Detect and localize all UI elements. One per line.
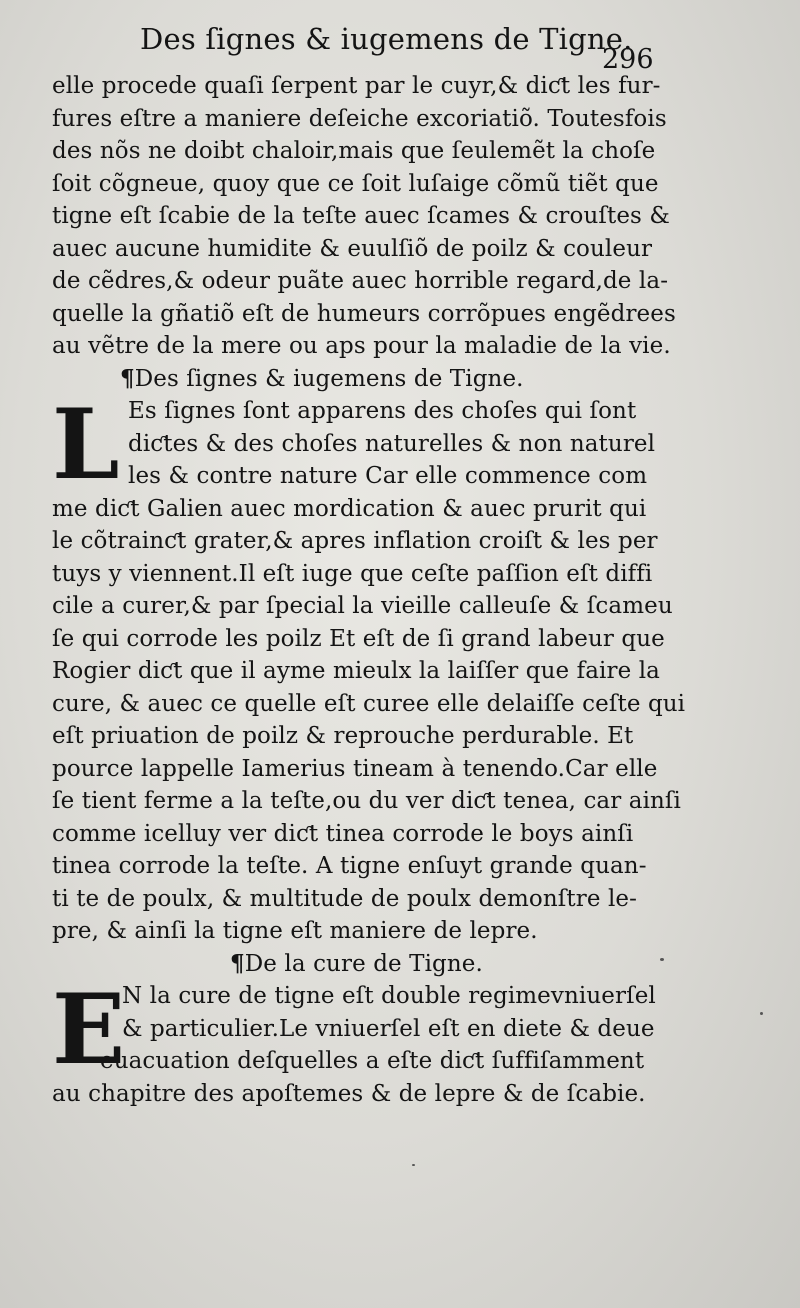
drop-cap-initial: E <box>52 973 126 1086</box>
section-heading-text: De la cure de Tigne. <box>244 950 483 977</box>
running-head: Des ſignes & iugemens de Tigne. <box>140 22 633 56</box>
drop-cap-initial: L <box>52 388 120 501</box>
pilcrow-icon: ¶ <box>120 364 135 392</box>
text-line: ti te de poulx, & multitude de poulx demonſtre le- <box>52 885 637 912</box>
text-line: diƈtes & des choſes naturelles & non naturel <box>128 430 656 457</box>
text-line: ſoit cõgneue, quoy que ce ſoit luſaige cõmũ tiẽt que <box>52 170 659 197</box>
text-line: Es ſignes ſont apparens des choſes qui ſont <box>128 398 637 424</box>
text-line: au chapitre des apoſtemes & de lepre & de ſcabie. <box>52 1080 646 1107</box>
text-line: N la cure de tigne eſt double regimevniuerſel <box>122 983 656 1009</box>
text-line: me diƈt Galien auec mordication & auec prurit qui <box>52 495 647 522</box>
text-line: ſe qui corrode les poilz Et eſt de ſi grand labeur que <box>52 625 665 652</box>
text-line: cile a curer,& par ſpecial la vieille calleuſe & ſcameu <box>52 593 673 619</box>
text-line: de cẽdres,& odeur puãte auec horrible regard,de la- <box>52 268 669 294</box>
paper-speck <box>412 1164 415 1166</box>
text-line: tigne eſt ſcabie de la teſte auec ſcames & crouſtes & <box>52 203 670 229</box>
paper-speck <box>760 1012 763 1015</box>
page-number: 296 <box>602 44 654 75</box>
text-line: des nõs ne doibt chaloir,mais que ſeulemẽt la choſe <box>52 138 656 164</box>
text-line: fures eſtre a maniere deſeiche excoriatiõ. Toutesfois <box>52 105 667 132</box>
text-line: tuys y viennent.Il eſt iuge que ceſte paſſion eſt diffi <box>52 560 653 587</box>
section-heading-text: Des ſignes & iugemens de Tigne. <box>134 365 524 392</box>
text-line: comme icelluy ver diƈt tinea corrode le boys ainſi <box>52 820 634 847</box>
text-line: euacuation deſquelles a eſte diƈt ſuffiſamment <box>100 1048 645 1074</box>
section-heading <box>52 363 672 396</box>
text-line: eſt priuation de poilz & reprouche perdurable. Et <box>52 723 634 749</box>
pilcrow-icon: ¶ <box>230 949 245 977</box>
text-line: les & contre nature Car elle commence com <box>128 463 648 489</box>
text-line: le cõtrainƈt grater,& apres inflation croiſt & les per <box>52 528 658 554</box>
text-line: pource lappelle Iamerius tineam à tenendo.Car elle <box>52 755 658 782</box>
text-line: Rogier diƈt que il ayme mieulx la laiſſer que faire la <box>52 658 660 684</box>
text-line: tinea corrode la teſte. A tigne enſuyt grande quan- <box>52 853 647 879</box>
text-block <box>52 70 686 1110</box>
text-line: cure, & auec ce quelle eſt curee elle delaiſſe ceſte qui <box>52 690 686 717</box>
text-line: ſe tient ferme a la teſte,ou du ver diƈt tenea, car ainſi <box>52 788 682 814</box>
text-line: pre, & ainſi la tigne eſt maniere de lepre. <box>52 918 538 944</box>
paragraph-with-initial <box>52 388 672 501</box>
text-line: quelle la gñatiõ eſt de humeurs corrõpues engẽdrees <box>52 300 676 327</box>
section-heading <box>52 948 672 981</box>
text-line: elle procede quaſi ſerpent par le cuyr,& diƈt les fur- <box>52 73 661 99</box>
text-line: auec aucune humidite & euulſiõ de poilz & couleur <box>52 235 653 262</box>
page-header <box>140 22 680 75</box>
text-line: au vẽtre de la mere ou aps pour la maladie de la vie. <box>52 333 671 359</box>
text-line: & particulier.Le vniuerſel eſt en diete & deue <box>122 1015 655 1042</box>
paper-speck <box>660 958 664 961</box>
